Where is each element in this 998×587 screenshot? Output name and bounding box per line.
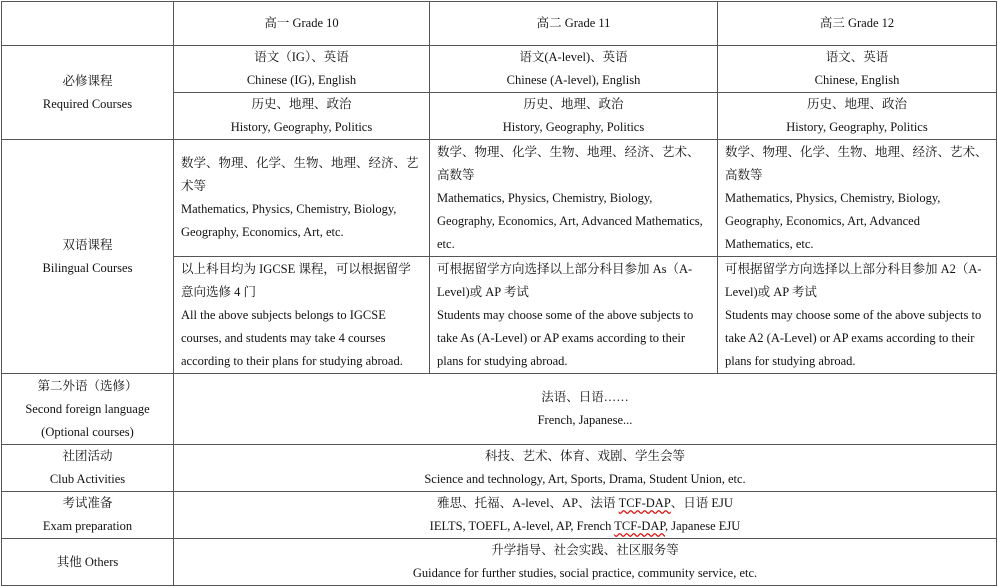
exam-en-suffix: , Japanese EJU xyxy=(665,519,741,533)
cell-text-en: Chinese (A-level), English xyxy=(506,73,641,87)
cell-text-cn: 语文(A-level)、英语 xyxy=(519,50,628,64)
exam-preparation-value xyxy=(174,492,997,539)
cell-text-cn: 历史、地理、政治 xyxy=(251,97,352,111)
required-label-en: Required Courses xyxy=(42,96,133,111)
cell-text-cn: 语文、英语 xyxy=(825,50,889,64)
cell-text-en: History, Geography, Politics xyxy=(502,120,645,134)
cell-text-cn: 数学、物理、化学、生物、地理、经济、艺术、高数等 xyxy=(437,144,700,182)
cell-text-cn: 数学、物理、化学、生物、地理、经济、艺术、高数等 xyxy=(725,144,988,182)
foreign-label-en1: Second foreign language xyxy=(25,401,150,416)
foreign-language-row xyxy=(2,374,997,445)
required-courses-label xyxy=(2,46,174,140)
header-grade11: 高二 Grade 11 xyxy=(430,2,718,46)
cell-text-en: History, Geography, Politics xyxy=(230,120,373,134)
cell-text-cn: 历史、地理、政治 xyxy=(523,97,624,111)
cell-text-cn: 可根据留学方向选择以上部分科目参加 A2（A-Level)或 AP 考试 xyxy=(725,261,982,299)
bilingual-label-cn: 双语课程 xyxy=(62,237,113,252)
exam-en-prefix: IELTS, TOEFL, A-level, AP, French xyxy=(429,519,615,533)
cell-text-cn: 语文（IG）、英语 xyxy=(254,50,349,64)
cell-text-cn: 以上科目均为 IGCSE 课程，可以根据留学意向选修 4 门 xyxy=(181,261,411,299)
exam-label-cn: 考试准备 xyxy=(62,496,113,510)
required-g10-humanities xyxy=(174,93,430,140)
required-g12-humanities xyxy=(718,93,997,140)
bilingual-courses-label xyxy=(2,140,174,374)
club-label-cn: 社团活动 xyxy=(62,449,113,463)
bilingual-g12-subjects xyxy=(718,140,997,257)
foreign-label-cn: 第二外语（选修） xyxy=(37,378,138,393)
club-activities-row xyxy=(2,445,997,492)
others-value-cn: 升学指导、社会实践、社区服务等 xyxy=(491,543,679,557)
club-label-en: Club Activities xyxy=(49,472,126,486)
foreign-language-value xyxy=(174,374,997,445)
required-g10-languages xyxy=(174,46,430,93)
bilingual-g10-subjects xyxy=(174,140,430,257)
required-row-1 xyxy=(2,46,997,93)
foreign-value-en: French, Japanese... xyxy=(537,413,633,427)
required-label-cn: 必修课程 xyxy=(62,73,113,88)
exam-cn-prefix: 雅思、托福、A-level、AP、法语 xyxy=(437,496,619,510)
foreign-label-en2: (Optional courses) xyxy=(41,424,134,439)
cell-text-en: Students may choose some of the above subjects to take As (A-Level) or AP exams according to their plans for studying abroad. xyxy=(437,307,694,368)
exam-label-en: Exam preparation xyxy=(42,519,133,533)
header-row xyxy=(2,2,997,46)
exam-preparation-label xyxy=(2,492,174,539)
club-activities-label xyxy=(2,445,174,492)
spellcheck-mark: TCF-DAP xyxy=(614,519,665,533)
bilingual-g11-subjects xyxy=(430,140,718,257)
exam-preparation-row xyxy=(2,492,997,539)
cell-text-en: History, Geography, Politics xyxy=(786,120,928,134)
cell-text-en: All the above subjects belongs to IGCSE courses, and students may take 4 courses according to their plans for studying abroad. xyxy=(181,307,403,368)
foreign-language-label xyxy=(2,374,174,445)
cell-text-en: Chinese, English xyxy=(814,73,900,87)
club-activities-value xyxy=(174,445,997,492)
exam-cn-suffix: 、日语 EJU xyxy=(670,496,733,510)
cell-text-cn: 数学、物理、化学、生物、地理、经济、艺术等 xyxy=(181,156,419,193)
bilingual-g12-exams xyxy=(718,257,997,374)
cell-text-en: Mathematics, Physics, Chemistry, Biology, Geography, Economics, Art, Advanced Mathematics, etc. xyxy=(437,190,703,251)
others-row xyxy=(2,539,997,586)
cell-text-cn: 历史、地理、政治 xyxy=(806,97,907,111)
required-g12-languages xyxy=(718,46,997,93)
bilingual-label-en: Bilingual Courses xyxy=(42,260,133,275)
required-g11-humanities xyxy=(430,93,718,140)
cell-text-cn: 可根据留学方向选择以上部分科目参加 As（A-Level)或 AP 考试 xyxy=(437,261,693,299)
bilingual-row-1 xyxy=(2,140,997,257)
others-value xyxy=(174,539,997,586)
required-g11-languages xyxy=(430,46,718,93)
exam-value-en xyxy=(181,515,989,538)
bilingual-g10-exams xyxy=(174,257,430,374)
others-label: 其他 Others xyxy=(2,539,174,586)
exam-value-cn xyxy=(181,492,989,515)
cell-text-en: Mathematics, Physics, Chemistry, Biology, Geography, Economics, Art, Advanced Mathematics, etc. xyxy=(725,190,941,251)
club-value-cn: 科技、艺术、体育、戏剧、学生会等 xyxy=(484,449,685,463)
header-grade10: 高一 Grade 10 xyxy=(174,2,430,46)
others-value-en: Guidance for further studies, social practice, community service, etc. xyxy=(412,566,758,580)
cell-text-en: Students may choose some of the above subjects to take A2 (A-Level) or AP exams according to their plans for studying abroad. xyxy=(725,307,982,368)
foreign-value-cn: 法语、日语…… xyxy=(541,390,629,404)
curriculum-table xyxy=(1,1,997,586)
club-value-en: Science and technology, Art, Sports, Drama, Student Union, etc. xyxy=(424,472,746,486)
spellcheck-mark: TCF-DAP xyxy=(618,496,671,510)
cell-text-en: Mathematics, Physics, Chemistry, Biology, Geography, Economics, Art, etc. xyxy=(181,202,397,239)
bilingual-g11-exams xyxy=(430,257,718,374)
cell-text-en: Chinese (IG), English xyxy=(246,73,357,87)
header-corner-cell xyxy=(2,2,174,46)
header-grade12: 高三 Grade 12 xyxy=(718,2,997,46)
